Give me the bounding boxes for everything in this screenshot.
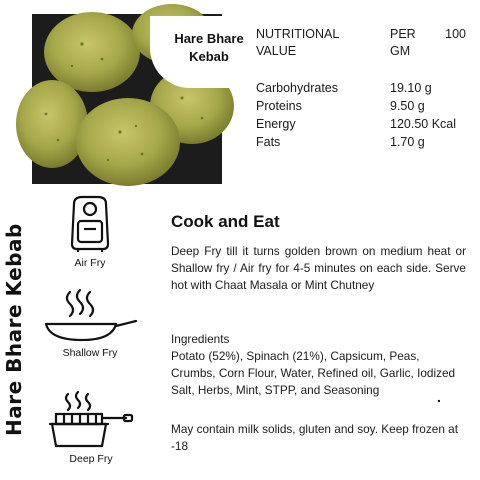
photo-title-line1: Hare Bhare — [174, 31, 244, 46]
nutrition-row — [256, 116, 466, 134]
ingredients-list: Potato (52%), Spinach (21%), Capsicum, Peas, Crumbs, Corn Flour, Water, Refined oil, Garlic, Iodized Salt, Herbs, Mint, STPP, and Seasoning — [171, 349, 456, 397]
cooking-instructions: Deep Fry till it turns golden brown on medium heat or Shallow fry / Air fry for 4-5 minutes on each side. Serve hot with Chaat Masala or Mint Chutney — [171, 244, 466, 292]
method-label: Air Fry — [74, 257, 106, 269]
nutrient-name: Fats — [256, 135, 281, 149]
nutrient-name: Proteins — [256, 99, 302, 113]
nutrient-value: 19.10 g — [390, 81, 432, 95]
allergen-warning: May contain milk solids, gluten and soy. Keep frozen at -18 — [171, 422, 458, 453]
nutrition-table — [256, 26, 466, 152]
nutrient-name: Carbohydrates — [256, 81, 338, 95]
nutrition-header-label: VALUE — [256, 44, 297, 58]
photo-title-label — [150, 16, 268, 88]
nutrition-header-label: NUTRITIONAL — [256, 27, 340, 41]
cook-and-eat-heading: Cook and Eat — [171, 212, 280, 231]
nutrition-row — [256, 80, 466, 98]
nutrient-value: 9.50 g — [390, 99, 425, 113]
air-fryer-icon — [68, 194, 112, 252]
nutrition-header-amount: 100 — [445, 27, 466, 41]
nutrient-value: 120.50 Kcal — [390, 117, 457, 131]
kebab-patty — [44, 12, 140, 92]
nutrition-header — [256, 26, 466, 60]
method-air-fry — [52, 194, 128, 269]
method-shallow-fry — [42, 288, 138, 359]
method-deep-fry — [46, 390, 136, 465]
ingredients-heading: Ingredients — [171, 332, 230, 346]
trailing-mark: . — [437, 389, 441, 405]
side-product-title: Hare Bhare Kebab — [2, 223, 26, 436]
photo-title-line2: Kebab — [189, 49, 229, 64]
nutrition-row — [256, 134, 466, 152]
nutrient-name: Energy — [256, 117, 296, 131]
nutrition-row — [256, 98, 466, 116]
nutrition-header-per: PER — [390, 27, 416, 41]
method-label: Deep Fry — [69, 453, 113, 465]
product-photo — [32, 14, 244, 184]
method-label: Shallow Fry — [62, 347, 118, 359]
nutrition-header-unit: GM — [390, 44, 411, 58]
kebab-patty — [16, 80, 88, 168]
nutrient-value: 1.70 g — [390, 135, 425, 149]
kebab-patty — [76, 98, 180, 186]
deep-fryer-icon — [46, 390, 136, 448]
frying-pan-icon — [42, 288, 138, 342]
